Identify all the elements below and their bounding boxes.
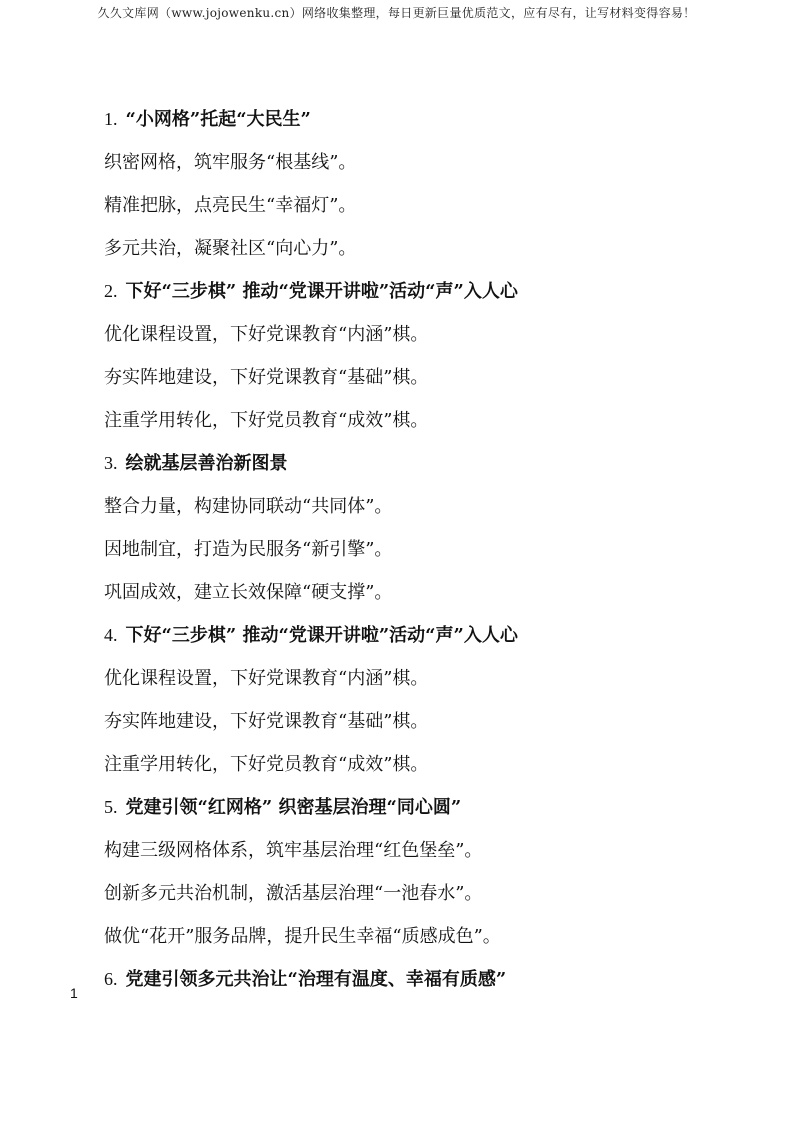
section-item: 夯实阵地建设，下好党课教育“基础”棋。 <box>104 367 429 388</box>
section-item: 因地制宜，打造为民服务“新引擎”。 <box>104 539 393 560</box>
section-heading <box>104 442 724 485</box>
section-item: 构建三级网格体系，筑牢基层治理“红色堡垒”。 <box>104 840 483 861</box>
section-heading <box>104 270 724 313</box>
section-heading <box>104 958 724 1001</box>
section-item: 优化课程设置，下好党课教育“内涵”棋。 <box>104 668 429 689</box>
section-number: 2. <box>104 281 118 301</box>
section-item: 优化课程设置，下好党课教育“内涵”棋。 <box>104 324 429 345</box>
section-heading <box>104 614 724 657</box>
section-title: 绘就基层善治新图景 <box>125 453 288 474</box>
section-title: 党建引领“红网格” 织密基层治理“同心圆” <box>125 797 462 818</box>
section-title: “小网格”托起“大民生” <box>125 109 311 130</box>
section-item: 注重学用转化，下好党员教育“成效”棋。 <box>104 754 429 775</box>
section-item: 整合力量，构建协同联动“共同体”。 <box>104 496 393 517</box>
section-item: 注重学用转化，下好党员教育“成效”棋。 <box>104 410 429 431</box>
page-number: 1 <box>70 985 78 1001</box>
section-item: 精准把脉，点亮民生“幸福灯”。 <box>104 195 357 216</box>
section-item: 多元共治，凝聚社区“向心力”。 <box>104 238 357 259</box>
site-header-text: 久久文库网（www.jojowenku.cn）网络收集整理，每日更新巨量优质范文，应有尽有，让写材料变得容易！ <box>97 6 696 20</box>
section-number: 6. <box>104 969 118 989</box>
section-title: 党建引领多元共治让“治理有温度、幸福有质感” <box>125 969 507 990</box>
document-body <box>104 98 724 1001</box>
section-number: 4. <box>104 625 118 645</box>
section-item: 做优“花开”服务品牌，提升民生幸福“质感成色”。 <box>104 926 501 947</box>
section-item: 巩固成效，建立长效保障“硬支撑”。 <box>104 582 393 603</box>
section-item: 织密网格，筑牢服务“根基线”。 <box>104 152 357 173</box>
section-item: 创新多元共治机制，激活基层治理“一池春水”。 <box>104 883 483 904</box>
section-title: 下好“三步棋” 推动“党课开讲啦”活动“声”入人心 <box>125 625 518 646</box>
section-number: 5. <box>104 797 118 817</box>
section-heading <box>104 98 724 141</box>
section-number: 3. <box>104 453 118 473</box>
section-number: 1. <box>104 109 118 129</box>
section-heading <box>104 786 724 829</box>
section-item: 夯实阵地建设，下好党课教育“基础”棋。 <box>104 711 429 732</box>
section-title: 下好“三步棋” 推动“党课开讲啦”活动“声”入人心 <box>125 281 518 302</box>
